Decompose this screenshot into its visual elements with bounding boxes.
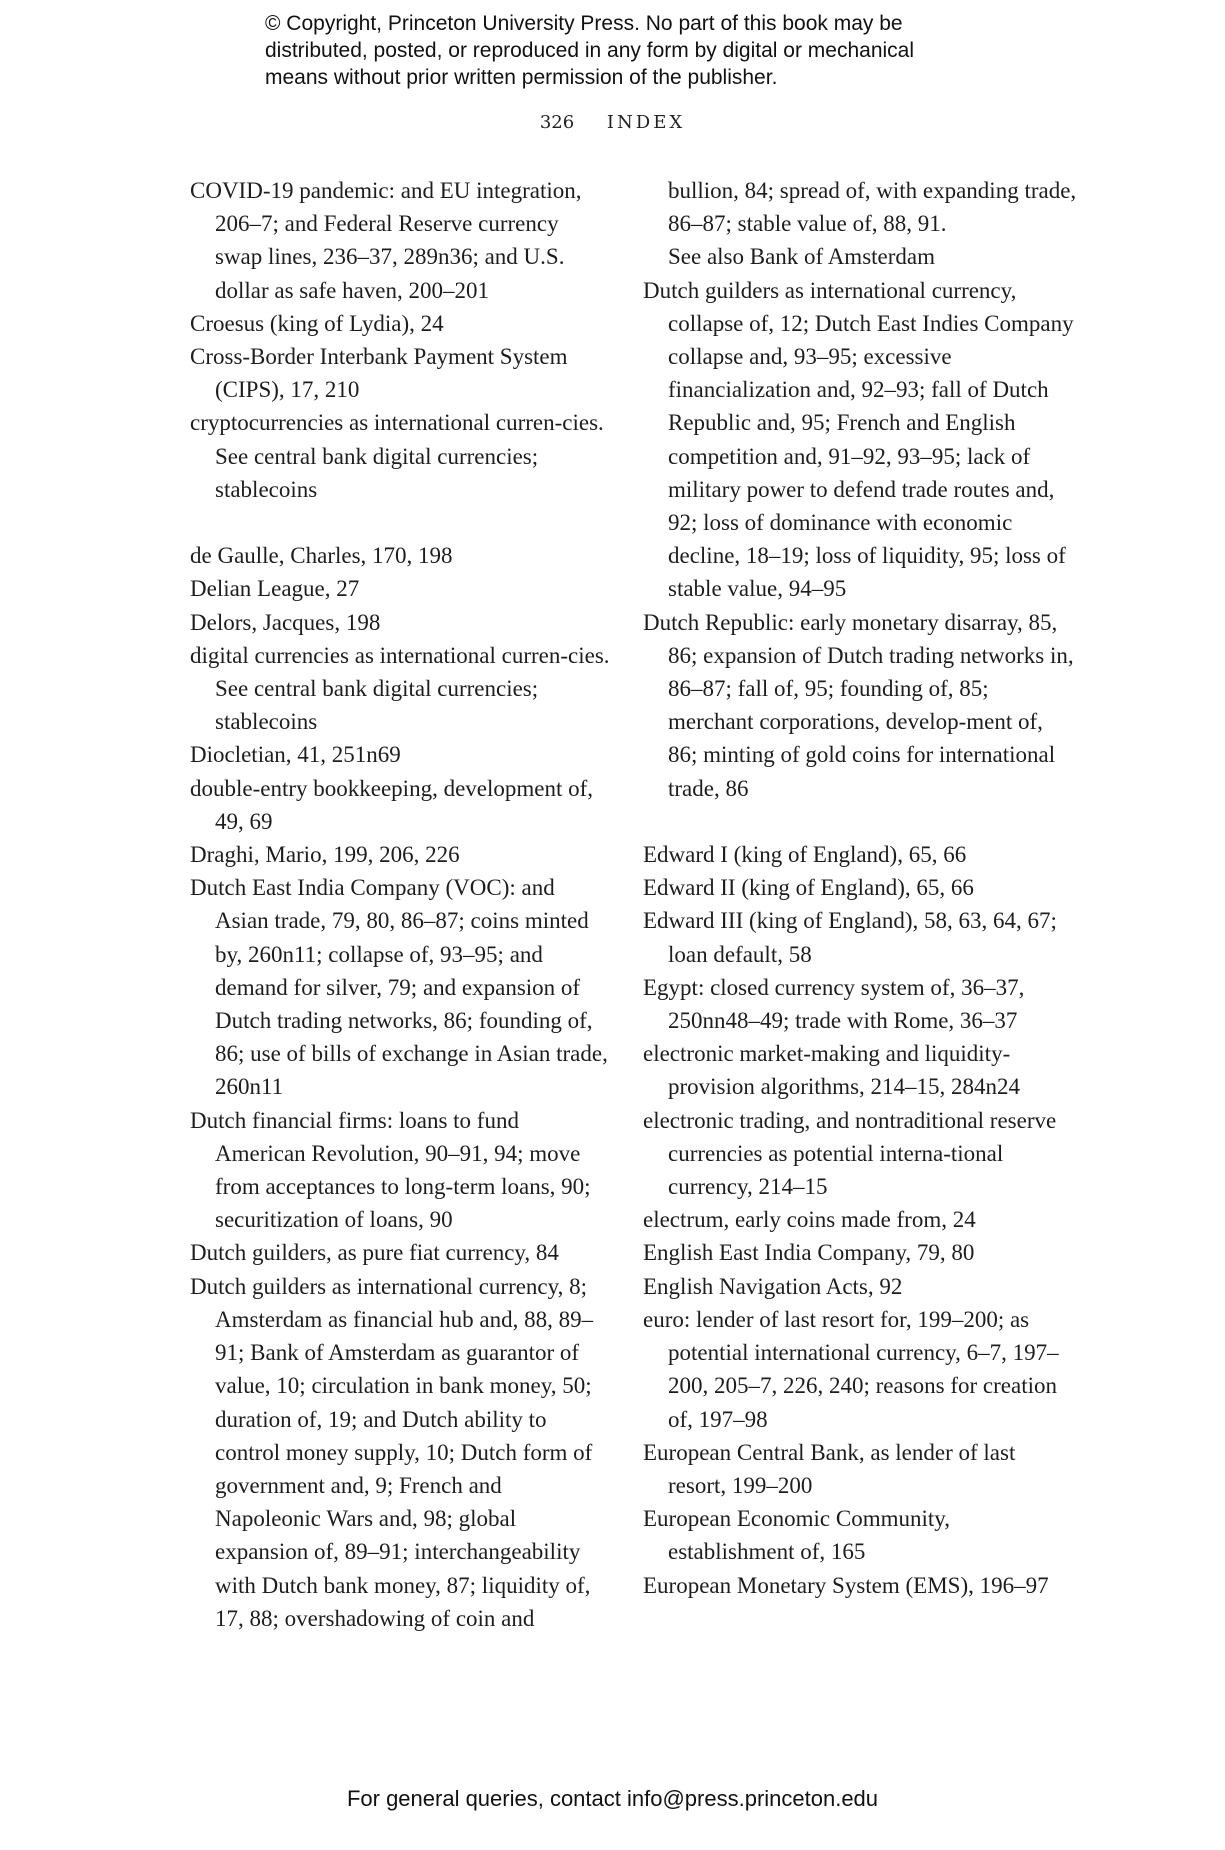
index-entry: Dutch East India Company (VOC): and Asian trade, 79, 80, 86–87; coins minted by, 260n11; collapse of, 93–95; and demand for silver, 79; and expansion of Dutch trading networks, 86; founding of, 86; use of bills of exchange in Asian trade, 260n11 — [190, 875, 608, 1100]
index-entry: European Monetary System (EMS), 196–97 — [643, 1572, 1049, 1598]
index-column-left — [190, 174, 610, 1635]
index-entry: European Economic Community, establishment of, 165 — [643, 1506, 951, 1565]
index-column-right — [643, 174, 1078, 1602]
index-entry: Edward III (king of England), 58, 63, 64, 67; loan default, 58 — [643, 908, 1057, 967]
index-entry: Dutch guilders as international currency, collapse of, 12; Dutch East Indies Company collapse and, 93–95; excessive financialization and, 92–93; fall of Dutch Republic and, 95; French and English competition and, 91–92, 93–95; lack of military power to defend trade routes and, 92; loss of dominance with economic decline, 18–19; loss of liquidity, 95; loss of stable value, 94–95 — [643, 277, 1074, 602]
index-entry: electronic market-making and liquidity-provision algorithms, 214–15, 284n24 — [643, 1041, 1021, 1100]
index-entry: English Navigation Acts, 92 — [643, 1273, 903, 1299]
copyright-line: © Copyright, Princeton University Press. No part of this book may be — [265, 12, 903, 35]
index-entry-continued: See also Bank of Amsterdam — [668, 244, 936, 270]
index-entry: Cross-Border Interbank Payment System (CIPS), 17, 210 — [190, 344, 568, 403]
index-entry: Dutch guilders as international currency, 8; Amsterdam as financial hub and, 88, 89–91; Bank of Amsterdam as guarantor of value, 10; circulation in bank money, 50; duration of, 19; and Dutch ability to control money supply, 10; Dutch form of government and, 9; French and Napoleonic Wars and, 98; global expansion of, 89–91; interchangeability with Dutch bank money, 87; liquidity of, 17, 88; overshadowing of coin and — [190, 1273, 594, 1631]
index-entry: Diocletian, 41, 251n69 — [190, 742, 401, 768]
index-entry: euro: lender of last resort for, 199–200; as potential international currency, 6–7, 197–200, 205–7, 226, 240; reasons for creation of, 197–98 — [643, 1306, 1059, 1432]
contact-footer: For general queries, contact info@press.princeton.edu — [346, 1786, 879, 1811]
index-entry: English East India Company, 79, 80 — [643, 1240, 975, 1266]
copyright-notice — [265, 10, 1025, 91]
index-entry: European Central Bank, as lender of last resort, 199–200 — [643, 1439, 1016, 1498]
page-number: 326 — [539, 112, 575, 133]
index-entry: electronic trading, and nontraditional reserve currencies as potential interna-tional currency, 214–15 — [643, 1107, 1057, 1200]
index-entry: COVID-19 pandemic: and EU integration, 206–7; and Federal Reserve currency swap lines, 236–37, 289n36; and U.S. dollar as safe haven, 200–201 — [190, 178, 582, 303]
index-entry: Delian League, 27 — [190, 576, 360, 602]
index-entry: Dutch financial firms: loans to fund American Revolution, 90–91, 94; move from acceptances to long-term loans, 90; securitization of loans, 90 — [190, 1107, 591, 1233]
index-entry: Dutch Republic: early monetary disarray, 85, 86; expansion of Dutch trading networks in, 86–87; fall of, 95; founding of, 85; merchant corporations, develop-ment of, 86; minting of gold coins for international trade, 86 — [643, 609, 1074, 801]
index-entry: Edward I (king of England), 65, 66 — [643, 842, 967, 868]
index-entry: cryptocurrencies as international curren-cies. See central bank digital currencies; stablecoins — [190, 410, 604, 502]
index-entry: Egypt: closed currency system of, 36–37, 250nn48–49; trade with Rome, 36–37 — [643, 974, 1025, 1034]
index-entry: Delors, Jacques, 198 — [190, 609, 381, 635]
index-entry: de Gaulle, Charles, 170, 198 — [190, 543, 453, 569]
running-head — [0, 112, 1225, 133]
letter-group-gap — [190, 506, 610, 539]
index-entry: Edward II (king of England), 65, 66 — [643, 875, 974, 901]
index-entry: electrum, early coins made from, 24 — [643, 1207, 976, 1233]
index-entry: Croesus (king of Lydia), 24 — [190, 310, 444, 336]
index-entry: Dutch guilders, as pure fiat currency, 84 — [190, 1240, 559, 1266]
letter-group-gap — [643, 805, 1078, 838]
index-entry: double-entry bookkeeping, development of, 49, 69 — [190, 775, 594, 834]
copyright-line: means without prior written permission of the publisher. — [265, 66, 778, 89]
index-entry-continued: bullion, 84; spread of, with expanding trade, 86–87; stable value of, 88, 91. — [668, 178, 1077, 237]
section-title: INDEX — [606, 112, 686, 133]
index-entry: Draghi, Mario, 199, 206, 226 — [190, 842, 460, 868]
copyright-line: distributed, posted, or reproduced in any form by digital or mechanical — [265, 39, 915, 62]
index-entry: digital currencies as international curren-cies. See central bank digital currencies; stablecoins — [190, 642, 610, 735]
